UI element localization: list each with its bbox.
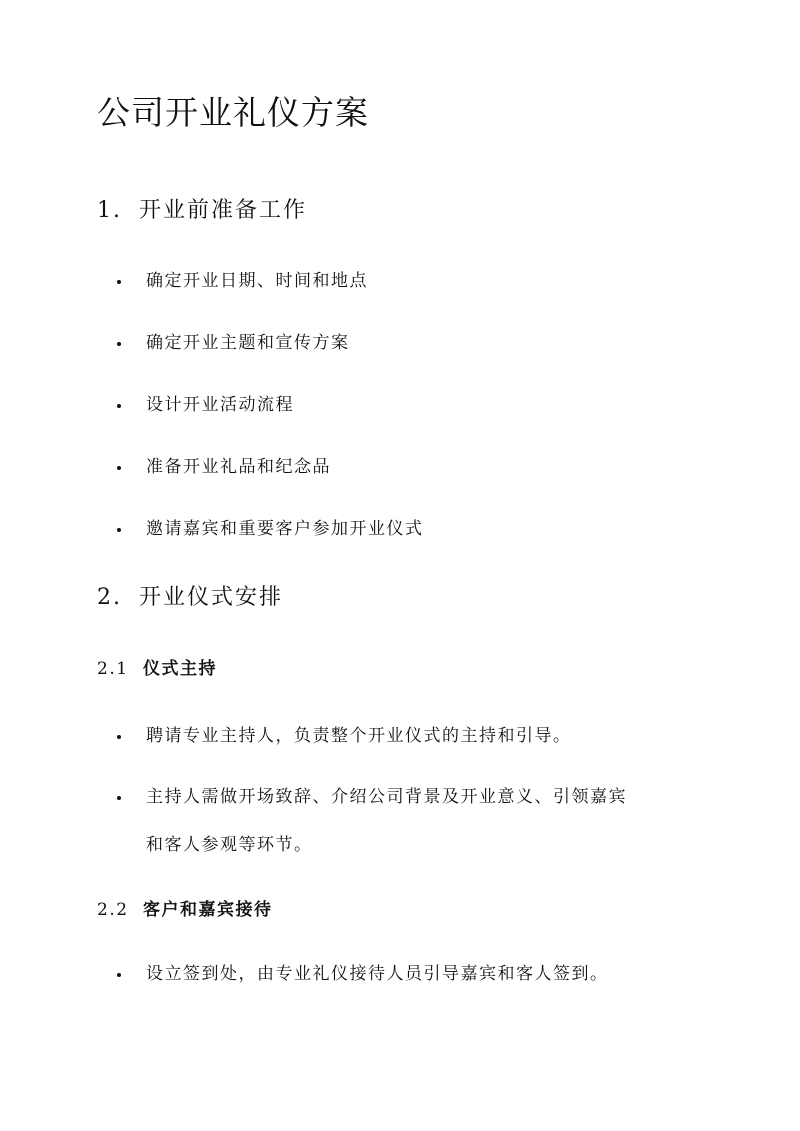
- section-title: 开业前准备工作: [139, 198, 308, 223]
- subsection-heading: [97, 900, 273, 920]
- list-item: [117, 964, 609, 984]
- subsection-number: 2.1: [97, 659, 129, 679]
- subsection-heading: [97, 659, 217, 679]
- subsection-title: 仪式主持: [143, 659, 217, 679]
- section-heading: [97, 198, 307, 224]
- list-item-continuation: 和客人参观等环节。: [146, 835, 313, 855]
- list-item-text: 邀请嘉宾和重要客户参加开业仪式: [146, 519, 424, 539]
- document-title: 公司开业礼仪方案: [97, 93, 369, 132]
- list-item: [117, 519, 424, 539]
- list-item: [117, 726, 572, 746]
- bullet-icon: [117, 528, 121, 532]
- list-item-text: 设立签到处，由专业礼仪接待人员引导嘉宾和客人签到。: [146, 964, 609, 984]
- bullet-icon: [117, 342, 121, 346]
- list-item: [117, 333, 350, 353]
- list-item-text: 主持人需做开场致辞、介绍公司背景及开业意义、引领嘉宾: [146, 787, 627, 807]
- bullet-icon: [117, 280, 121, 284]
- list-item: [117, 787, 627, 807]
- list-item: [117, 271, 368, 291]
- list-item-text: 确定开业日期、时间和地点: [146, 271, 368, 291]
- section-number: 1.: [97, 198, 122, 223]
- list-item-text: 确定开业主题和宣传方案: [146, 333, 350, 353]
- subsection-title: 客户和嘉宾接待: [143, 900, 273, 920]
- list-item: [117, 395, 294, 415]
- subsection-number: 2.2: [97, 900, 129, 920]
- list-item-text: 准备开业礼品和纪念品: [146, 457, 331, 477]
- list-item-text: 设计开业活动流程: [146, 395, 294, 415]
- bullet-icon: [117, 735, 121, 739]
- section-title: 开业仪式安排: [139, 585, 284, 610]
- list-item: [117, 457, 331, 477]
- bullet-icon: [117, 796, 121, 800]
- section-number: 2.: [97, 585, 122, 610]
- list-item-text: 聘请专业主持人，负责整个开业仪式的主持和引导。: [146, 726, 572, 746]
- bullet-icon: [117, 404, 121, 408]
- section-heading: [97, 585, 283, 611]
- bullet-icon: [117, 466, 121, 470]
- bullet-icon: [117, 973, 121, 977]
